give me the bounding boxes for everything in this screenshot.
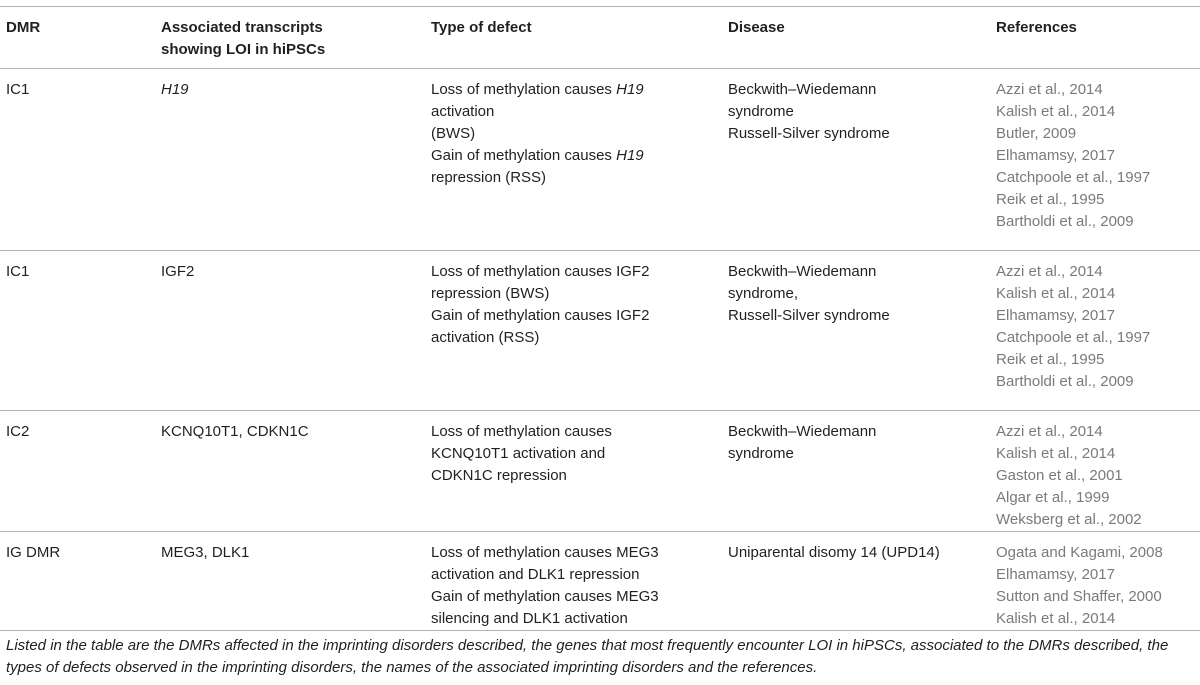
cell-references: Azzi et al., 2014 Kalish et al., 2014 Elhamamsy, 2017 Catchpoole et al., 1997 Reik et al., 1995 Bartholdi et al., 2009 (996, 263, 1151, 390)
cell-defect: Loss of methylation causes KCNQ10T1 activation and CDKN1C repression (431, 423, 612, 484)
cell-disease: Beckwith–Wiedemann syndrome (728, 423, 877, 462)
cell-references: Ogata and Kagami, 2008 Elhamamsy, 2017 Sutton and Shaffer, 2000 Kalish et al., 2014 (996, 544, 1163, 627)
table-row (0, 251, 1200, 411)
cell-dmr: IC1 (6, 263, 30, 280)
table-row (0, 69, 1200, 251)
header-row (0, 7, 1200, 69)
cell-disease: Uniparental disomy 14 (UPD14) (728, 544, 940, 561)
cell-dmr: IC1 (6, 81, 30, 98)
table-footnote: Listed in the table are the DMRs affected in the imprinting disorders described, the genes that most frequently encounter LOI in hiPSCs, associated to the DMRs described, the types of defects observed in the imprinting disorders, the names of the associated imprinting disorders and the references. (6, 637, 1169, 676)
table-row (0, 411, 1200, 532)
cell-defect: Loss of methylation causes IGF2 repression (BWS) Gain of methylation causes IGF2 activation (RSS) (431, 263, 650, 346)
cell-references: Azzi et al., 2014 Kalish et al., 2014 Butler, 2009 Elhamamsy, 2017 Catchpoole et al., 1997 Reik et al., 1995 Bartholdi et al., 2009 (996, 81, 1151, 230)
table-row (0, 532, 1200, 631)
header-transcripts: Associated transcripts showing LOI in hiPSCs (161, 7, 431, 69)
cell-disease: Beckwith–Wiedemann syndrome Russell-Silver syndrome (728, 81, 890, 142)
cell-dmr: IC2 (6, 423, 30, 440)
header-disease: Disease (728, 7, 996, 69)
cell-references: Azzi et al., 2014 Kalish et al., 2014 Gaston et al., 2001 Algar et al., 1999 Weksberg et al., 2002 (996, 423, 1142, 528)
cell-defect: Loss of methylation causes H19 activation (BWS) Gain of methylation causes H19 repression (RSS) (431, 81, 644, 186)
cell-transcripts: IGF2 (161, 263, 195, 280)
cell-transcripts: KCNQ10T1, CDKN1C (161, 423, 309, 440)
cell-transcripts: H19 (161, 81, 189, 98)
header-dmr: DMR (0, 7, 161, 69)
header-references: References (996, 7, 1200, 69)
cell-defect: Loss of methylation causes MEG3 activation and DLK1 repression Gain of methylation causes MEG3 silencing and DLK1 activation (431, 544, 659, 627)
cell-transcripts: MEG3, DLK1 (161, 544, 250, 561)
cell-disease: Beckwith–Wiedemann syndrome, Russell-Silver syndrome (728, 263, 890, 324)
header-defect: Type of defect (431, 7, 728, 69)
cell-dmr: IG DMR (6, 544, 61, 561)
imprinting-disorders-table (0, 6, 1200, 631)
